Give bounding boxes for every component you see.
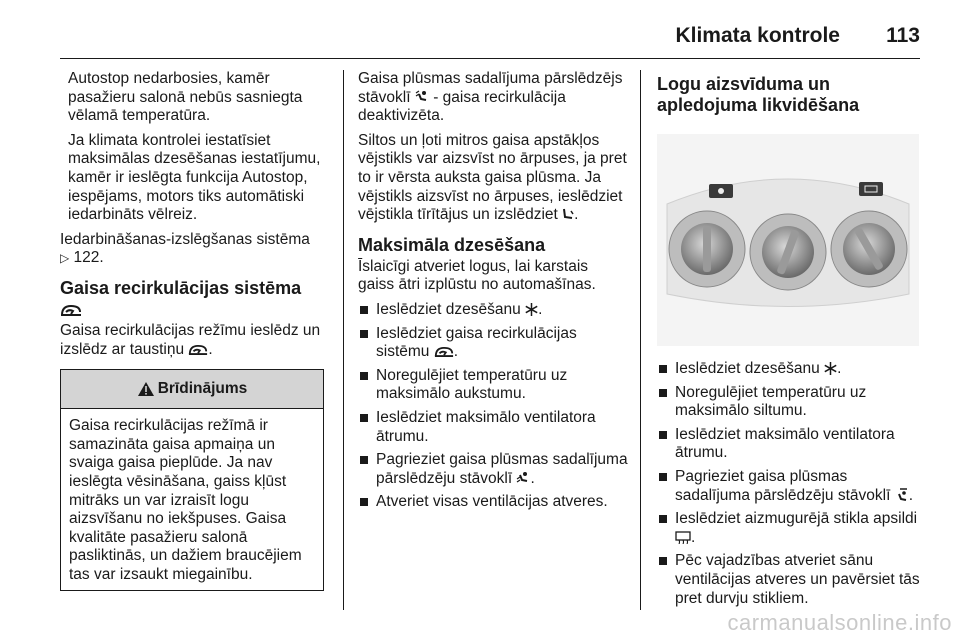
air-distribution-icon [415,90,429,104]
windshield-distribution-icon [895,488,909,502]
climate-control-panel-image [657,134,919,346]
reference-arrow-icon: ▷ [60,251,70,266]
air-distribution-icon [516,471,530,485]
paragraph-distribution: Gaisa plūsmas sadalījuma pārslēdzējs stāvoklī - gaisa recirkulācija deaktivizēta. [358,70,623,125]
watermark: carmanualsonline.info [727,610,952,635]
heading-max-cooling: Maksimāla dzesēšana [358,234,546,255]
column-2 [358,70,628,517]
warning-header [61,370,323,409]
list-item: Ieslēdziet maksimālo ventilatora ātrumu. [657,426,925,463]
column-divider [343,70,344,610]
list-item: Atveriet visas ventilācijas atveres. [358,493,628,512]
list-item: Pagrieziet gaisa plūsmas sadalījuma pārslēdzēju stāvoklī . [657,468,925,505]
warning-body [61,409,323,590]
list-item: Pagrieziet gaisa plūsmas sadalījuma pārslēdzēju stāvoklī . [358,451,628,488]
reference-page-link[interactable]: 122. [73,249,104,267]
snowflake-icon [824,362,837,375]
list-item: Pēc vajadzības atveriet sānu ventilācijas atveres un pavērsiet tās pret durvju stikliem. [657,552,925,608]
rear-defrost-icon [675,531,691,544]
heading-defog: Logu aizsvīduma un apledojuma likvidēšana [657,74,860,115]
warning-box [60,369,324,591]
page-header [60,12,920,59]
column-3 [657,70,925,613]
warning-title: Brīdinājums [157,379,248,397]
reference-text: Iedarbināšanas-izslēgšanas sistēma [60,230,310,248]
seat-icon [562,208,574,221]
list-item: Ieslēdziet gaisa recirkulācijas sistēmu . [358,325,628,362]
warning-icon [137,381,155,397]
page-number: 113 [886,24,920,47]
max-cooling-list [358,301,628,512]
paragraph-autostop: Autostop nedarbosies, kamēr pasažieru salonā nebūs sasniegta vēlamā temperatūra. [68,70,303,125]
list-item: Ieslēdziet dzesēšanu . [358,301,628,320]
section-title: Klimata kontrole [675,24,840,47]
list-item: Ieslēdziet dzesēšanu . [657,360,925,379]
column-1 [60,70,328,591]
climate-panel-illustration [657,134,919,346]
recirculation-icon [434,345,454,358]
snowflake-icon [525,303,538,316]
list-item: Ieslēdziet maksimālo ventilatora ātrumu. [358,409,628,446]
paragraph-reference [60,231,328,268]
paragraph-max-cooling-autostop: Ja klimata kontrolei iestatīsiet maksimālas dzesēšanas iestatījumu, kamēr ir ieslēgta funkcija Autostop, iespējams, motors tiks automātiski iedarbināts vēlreiz. [68,131,321,224]
paragraph-open-windows: Īslaicīgi atveriet logus, lai karstais gaiss ātri izplūstu no automašīnas. [358,257,596,294]
warning-text: Gaisa recirkulācijas režīmā ir samazināta gaisa apmaiņa un svaiga gaisa pieplūde. Ja nav ieslēgta vēsināšana, gaiss kļūst mitrāks un var izraisīt logu aizsvīšanu no iekšpuses. Gaisa kvalitāte pasažieru salonā pasliktinās, un dažiem braucējiem tas var izsaukt miegainību. [69,417,302,583]
list-item: Noregulējiet temperatūru uz maksimālo aukstumu. [358,367,628,404]
paragraph-recirculation-button: Gaisa recirkulācijas režīmu ieslēdz un izslēdz ar taustiņu . [60,321,321,358]
heading-recirculation: Gaisa recirkulācijas sistēma [60,278,328,320]
recirculation-icon [188,343,208,356]
defog-list [657,360,925,608]
column-divider [640,70,641,610]
list-item: Ieslēdziet aizmugurējā stikla apsildi . [657,510,925,547]
list-item: Noregulējiet temperatūru uz maksimālo siltumu. [657,384,925,421]
paragraph-fogging: Siltos un ļoti mitros gaisa apstākļos vējstikls var aizsvīst no ārpuses, ja pret to ir vērsta auksta gaisa plūsma. Ja vējstikls aizsvīst no ārpuses, ieslēdziet vējstikla tīrītājus un izslēdziet . [358,131,627,224]
recirculation-icon [60,303,82,317]
